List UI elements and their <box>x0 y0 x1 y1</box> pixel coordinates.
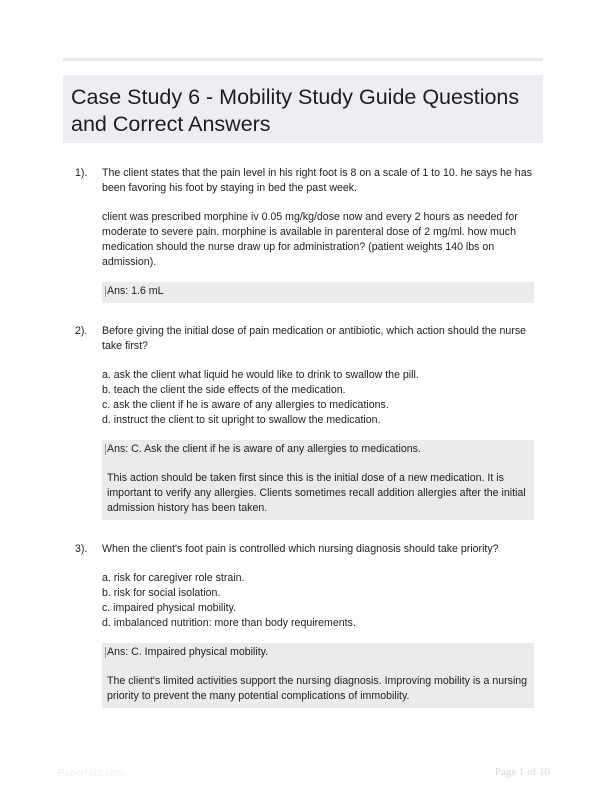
answer-box <box>102 282 534 303</box>
answer-marker <box>105 647 106 658</box>
question-2 <box>75 324 541 520</box>
question-text: The client states that the pain level in his right foot is 8 on a scale of 1 to 10. he says he has been favoring his foot by staying in bed the past week. <box>102 167 532 194</box>
option-item: c. impaired physical mobility. <box>102 602 237 614</box>
answer-marker <box>105 286 106 297</box>
option-list <box>102 368 541 428</box>
answer-marker <box>105 444 106 455</box>
option-item: d. imbalanced nutrition: more than body requirements. <box>102 617 356 629</box>
option-item: d. instruct the client to sit upright to swallow the medication. <box>102 414 381 426</box>
answer-box <box>102 440 534 520</box>
option-item: a. risk for caregiver role strain. <box>102 572 245 584</box>
answer-explanation: This action should be taken first since this is the initial dose of a new medication. It is important to verify any allergies. Clients sometimes recall addition allergies after the initial admission history has been taken. <box>107 472 526 514</box>
footer-watermark: PaperNibr.com <box>58 768 125 779</box>
option-item: c. ask the client if he is aware of any allergies to medications. <box>102 399 389 411</box>
option-item: a. ask the client what liquid he would like to drink to swallow the pill. <box>102 369 419 381</box>
option-item: b. risk for social isolation. <box>102 587 221 599</box>
question-number: 2). <box>75 325 88 337</box>
question-1 <box>75 166 541 303</box>
title-banner <box>63 75 543 143</box>
question-body <box>102 542 541 631</box>
answer-explanation: The client's limited activities support the nursing diagnosis. Improving mobility is a nursing priority to prevent the many potential complications of immobility. <box>107 675 528 702</box>
question-body <box>102 166 541 270</box>
option-list <box>102 571 541 631</box>
document-title: Case Study 6 - Mobility Study Guide Questions and Correct Answers <box>71 85 520 136</box>
option-item: b. teach the client the side effects of the medication. <box>102 384 346 396</box>
question-3 <box>75 542 541 708</box>
question-body <box>102 324 541 428</box>
question-number: 1). <box>75 167 88 179</box>
top-divider <box>63 58 543 61</box>
page-indicator: Page 1 of 10 <box>494 766 550 778</box>
question-text: Before giving the initial dose of pain medication or antibiotic, which action should the nurse take first? <box>102 325 527 352</box>
answer-box <box>102 643 534 708</box>
answer-text: Ans: C. Ask the client if he is aware of any allergies to medications. <box>107 443 421 455</box>
question-number: 3). <box>75 543 88 555</box>
answer-text: Ans: C. Impaired physical mobility. <box>107 646 269 658</box>
question-text: client was prescribed morphine iv 0.05 mg/kg/dose now and every 2 hours as needed for moderate to severe pain. morphine is available in parenteral dose of 2 mg/ml. how much medication should the nurse draw up for administration? (patient weights 140 lbs on admission). <box>102 211 518 268</box>
question-text: When the client's foot pain is controlled which nursing diagnosis should take priority? <box>102 543 499 555</box>
answer-text: Ans: 1.6 mL <box>107 285 164 297</box>
